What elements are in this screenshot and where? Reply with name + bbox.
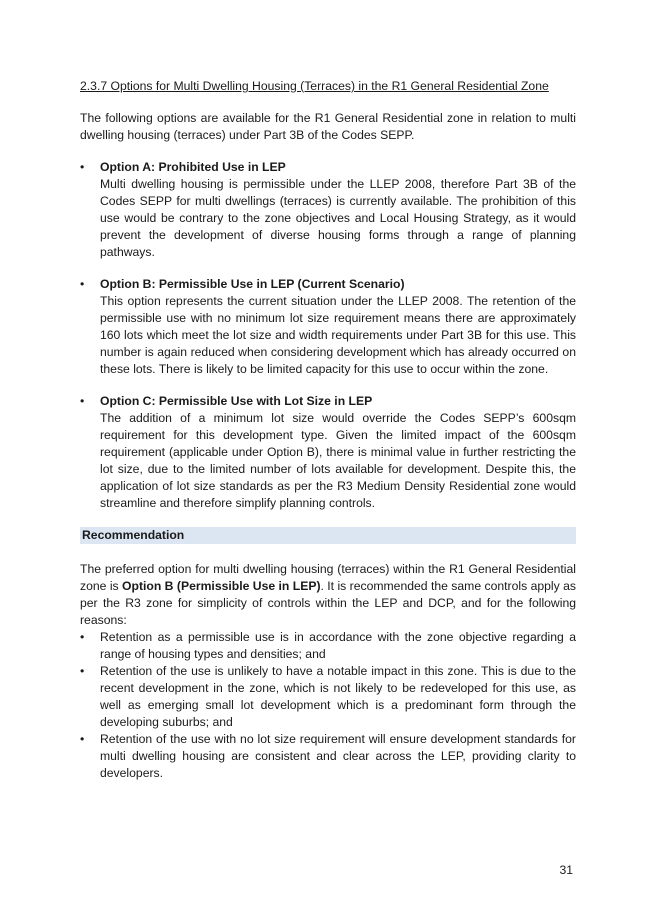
page-number: 31 <box>559 863 573 877</box>
document-page <box>80 78 576 782</box>
section-heading: 2.3.7 Options for Multi Dwelling Housing (Terraces) in the R1 General Residential Zone <box>80 79 549 93</box>
reason-item <box>80 629 576 663</box>
reason-text: Retention of the use with no lot size requirement will ensure development standards for multi dwelling housing are consistent and clear across the LEP, providing clarity to developers. <box>100 732 576 780</box>
option-text: Multi dwelling housing is permissible under the LLEP 2008, therefore Part 3B of the Codes SEPP for multi dwellings (terraces) is currently available. The prohibition of this use would be contrary to the zone objectives and Local Housing Strategy, as it would prevent the development of diverse housing forms through a range of planning pathways. <box>100 177 576 259</box>
bullet-icon: • <box>80 630 85 644</box>
options-list <box>80 159 576 512</box>
recommendation-heading: Recommendation <box>80 527 576 544</box>
bullet-icon: • <box>80 664 85 678</box>
option-title: Option A: Prohibited Use in LEP <box>100 160 286 174</box>
reason-item <box>80 663 576 731</box>
recommendation-text-end: . It is recommended the same controls apply as per the R3 zone for simplicity of controls within the LEP and DCP, and for the following reasons: <box>80 579 576 627</box>
reason-text: Retention of the use is unlikely to have a notable impact in this zone. This is due to the recent development in the zone, which is not likely to be redeveloped for this use, as well as emerging small lot development which is a predominant form through the developing suburbs; and <box>100 664 576 729</box>
option-title: Option C: Permissible Use with Lot Size in LEP <box>100 394 373 408</box>
bullet-icon: • <box>80 732 85 746</box>
recommendation-paragraph <box>80 561 576 629</box>
recommendation-option: Option B (Permissible Use in LEP) <box>122 579 321 593</box>
bullet-icon: • <box>80 394 85 408</box>
reasons-list <box>80 629 576 782</box>
option-a <box>80 159 576 261</box>
bullet-icon: • <box>80 160 85 174</box>
option-c <box>80 393 576 512</box>
option-title: Option B: Permissible Use in LEP (Current Scenario) <box>100 277 405 291</box>
bullet-icon: • <box>80 277 85 291</box>
option-text: The addition of a minimum lot size would override the Codes SEPP’s 600sqm requirement for this development type. Given the limited impact of the 600sqm requirement (applicable under Option B), there is minimal value in further restricting the lot size, due to the limited number of lots available for development. Despite this, the application of lot size standards as per the R3 Medium Density Residential zone would streamline and therefore simplify planning controls. <box>100 411 576 510</box>
option-b <box>80 276 576 378</box>
intro-paragraph: The following options are available for the R1 General Residential zone in relation to multi dwelling housing (terraces) under Part 3B of the Codes SEPP. <box>80 111 576 142</box>
reason-item <box>80 731 576 782</box>
option-text: This option represents the current situation under the LLEP 2008. The retention of the permissible use with no minimum lot size requirement means there are approximately 160 lots which meet the lot size and width requirements under Part 3B for this use. This number is again reduced when considering development which has already occurred on these lots. There is likely to be limited capacity for this use to occur within the zone. <box>100 294 576 376</box>
reason-text: Retention as a permissible use is in accordance with the zone objective regarding a range of housing types and densities; and <box>100 630 576 661</box>
recommendation-text-start: The preferred option for multi dwelling housing (terraces) within the R1 General Residential zone is <box>80 562 576 593</box>
